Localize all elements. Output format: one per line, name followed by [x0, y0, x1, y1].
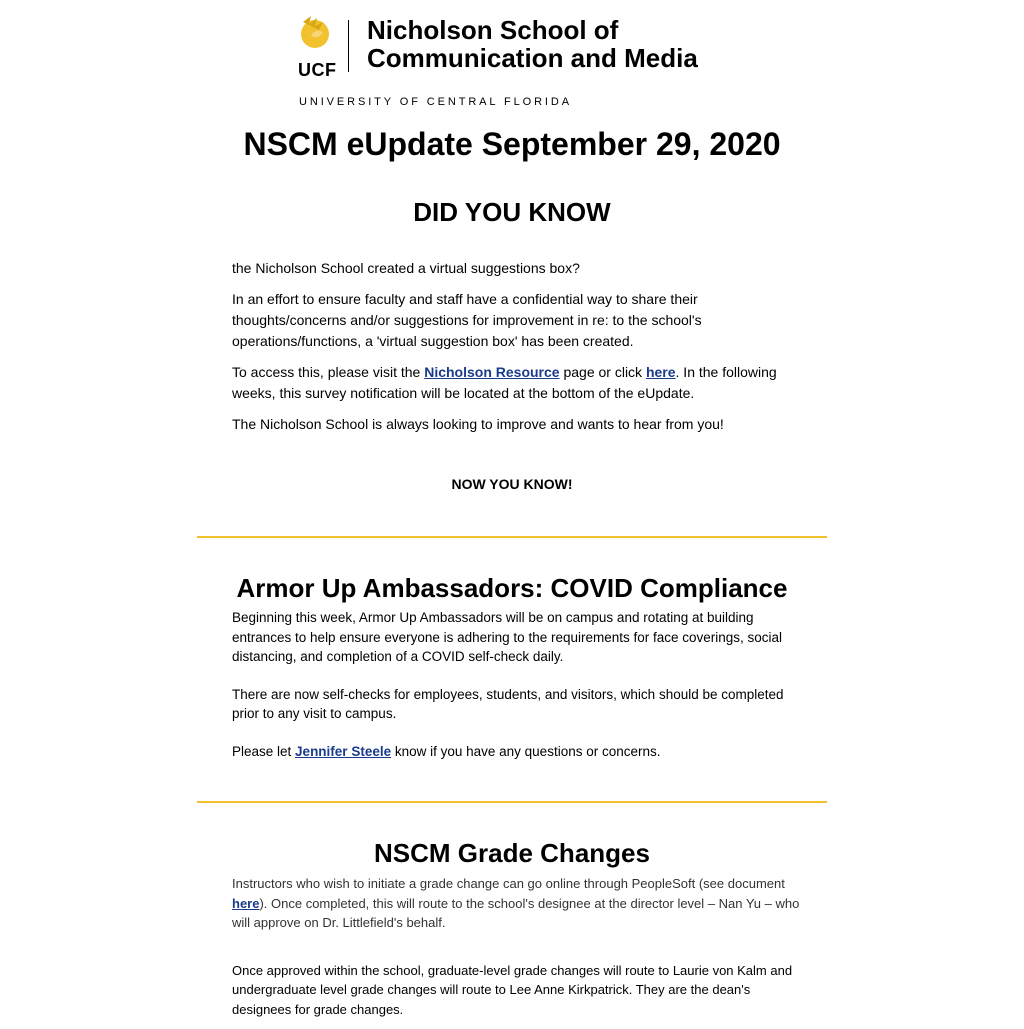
did-you-know-p3	[232, 362, 802, 404]
suggestion-box-here-link[interactable]: here	[645, 364, 676, 380]
logo-school-line2: Communication and Media	[367, 43, 698, 73]
logo-school-name	[367, 16, 698, 72]
armor-up-p2: There are now self-checks for employees, students, and visitors, which should be completed prior to any visit to campus.	[232, 686, 784, 721]
grade-change-doc-here-link[interactable]: here	[232, 895, 260, 911]
section-divider	[197, 801, 827, 803]
armor-up-p3-text-a: Please let	[232, 743, 296, 759]
armor-up-p3	[232, 742, 802, 762]
did-you-know-heading: DID YOU KNOW	[413, 197, 611, 227]
armor-up-p3-text-b: know if you have any questions or concerns.	[391, 743, 661, 759]
did-you-know-p4: The Nicholson School is always looking to improve and wants to hear from you!	[232, 416, 724, 432]
now-you-know: NOW YOU KNOW!	[451, 476, 573, 492]
did-you-know-p3-text-c: . In the following weeks, this survey notification will be located at the bottom of the eUpdate.	[232, 364, 777, 401]
did-you-know-p3-text-b: page or click	[559, 364, 646, 380]
did-you-know-p3-text-a: To access this, please visit the	[232, 364, 425, 380]
logo-divider	[348, 20, 349, 72]
did-you-know-p1: the Nicholson School created a virtual suggestions box?	[232, 260, 580, 276]
school-logo	[297, 14, 737, 108]
grade-changes-p1	[232, 874, 802, 933]
grade-changes-p1-text-b: ). Once completed, this will route to the school's designee at the director level – Nan Yu – who will approve on Dr. Littlefield's behalf.	[232, 895, 800, 930]
did-you-know-body	[232, 258, 802, 445]
section-divider	[197, 536, 827, 538]
logo-university: UNIVERSITY OF CENTRAL FLORIDA	[299, 96, 572, 108]
armor-up-heading: Armor Up Ambassadors: COVID Compliance	[236, 573, 788, 603]
armor-up-p1: Beginning this week, Armor Up Ambassadors will be on campus and rotating at building entrances to help ensure everyone is adhering to the requirements for face coverings, social distancing, and completion of a COVID self-check daily.	[232, 610, 783, 664]
nicholson-resource-link[interactable]: Nicholson Resource	[424, 364, 560, 380]
pegasus-icon	[297, 14, 333, 50]
did-you-know-p2: In an effort to ensure faculty and staff have a confidential way to share their thoughts/concerns and/or suggestions for improvement in re: to the school's operations/functions, a 'virtual suggestion box' has been created.	[232, 291, 702, 349]
grade-changes-heading: NSCM Grade Changes	[374, 838, 650, 868]
jennifer-steele-link[interactable]: Jennifer Steele	[295, 743, 392, 759]
armor-up-body	[232, 608, 802, 771]
grade-changes-p1-text-a: Instructors who wish to initiate a grade change can go online through PeopleSoft (see document	[232, 876, 785, 891]
logo-school-line1: Nicholson School of	[367, 15, 619, 45]
logo-ucf: UCF	[298, 60, 337, 80]
grade-changes-body	[232, 874, 802, 1029]
grade-changes-p2: Once approved within the school, graduate-level grade changes will route to Laurie von Kalm and undergraduate level grade changes will route to Lee Anne Kirkpatrick. They are the dean's designees for grade changes.	[232, 962, 793, 1017]
page-title: NSCM eUpdate September 29, 2020	[243, 126, 781, 162]
